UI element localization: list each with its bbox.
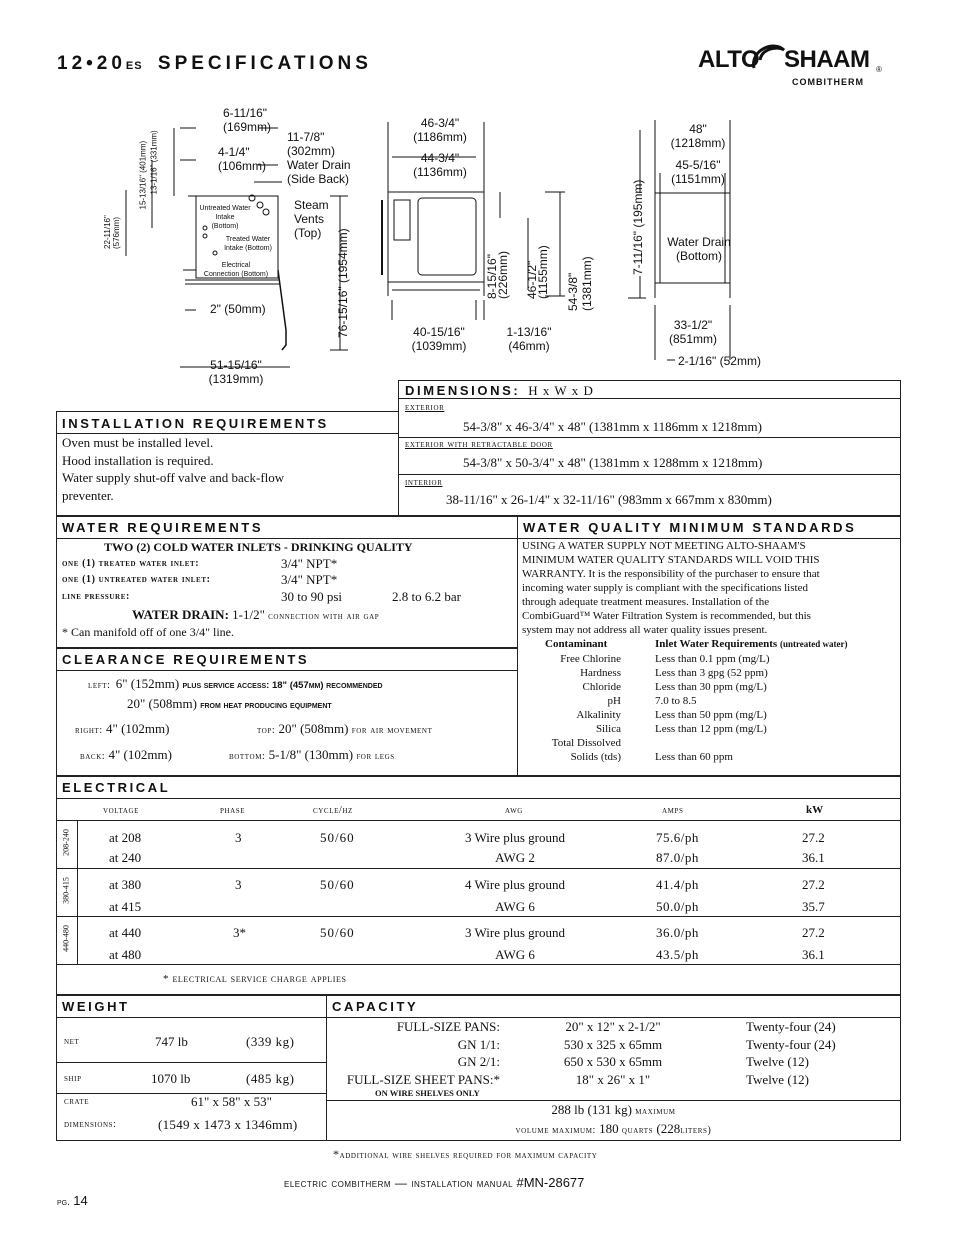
page-number: pg. 14: [57, 1193, 88, 1208]
cell-amps: 75.6/ph: [656, 830, 699, 845]
label-electrical-connection: Electrical Connection (Bottom): [203, 262, 269, 278]
dim-back-w2: 45-5/16" (1151mm): [671, 158, 725, 186]
brand-registered: ®: [876, 65, 882, 74]
dim-side-d2: 4-1/4" (106mm): [218, 145, 267, 173]
col-amps: amps: [662, 805, 684, 816]
net-lb: 747 lb: [155, 1034, 188, 1049]
brand-left: ALTO: [698, 46, 760, 73]
table-row: at 240: [109, 850, 142, 865]
dim-side-v3: 22-11/16" (576mm): [103, 215, 121, 249]
list-item: Total Dissolved: [551, 737, 621, 749]
list-item: Free Chlorine: [560, 653, 621, 665]
list-item: 20" x 12" x 2-1/2": [565, 1019, 661, 1034]
cell-awg: AWG 6: [495, 899, 535, 914]
list-item: 7.0 to 8.5: [655, 695, 697, 707]
list-item: Hardness: [580, 667, 621, 679]
line-pressure-bar: 2.8 to 6.2 bar: [392, 589, 461, 604]
cell-hz: 50/60: [320, 830, 355, 845]
dim-side-depth: 51-15/16" (1319mm): [208, 358, 264, 386]
treated-inlet-label: one (1) treated water inlet:: [62, 558, 200, 569]
capacity-max-weight: 288 lb (131 kg) maximum: [551, 1102, 676, 1117]
cell-phase: 3: [235, 830, 242, 845]
dim-side-d3: 11-7/8" (302mm) Water Drain (Side Back): [287, 130, 351, 186]
cell-amps: 50.0/ph: [656, 899, 699, 914]
list-item: Less than 0.1 ppm (mg/L): [655, 653, 770, 665]
net-kg: (339 kg): [246, 1034, 295, 1049]
cell-awg: 4 Wire plus ground: [465, 877, 565, 892]
cell-amps: 87.0/ph: [656, 850, 699, 865]
dim-back-w1: 48" (1218mm): [670, 122, 726, 150]
label-back-drain: Water Drain (Bottom): [667, 235, 731, 263]
line-pressure-psi: 30 to 90 psi: [281, 589, 343, 604]
list-item: Twelve (12): [746, 1071, 809, 1087]
col-phase: phase: [220, 805, 246, 816]
title-text: SPECIFICATIONS: [157, 53, 372, 74]
installation-text: Oven must be installed level. Hood installation is required. Water supply shut-off valve and back-flow preventer.: [62, 435, 285, 503]
dim-back-h1: 7-11/16" (195mm): [631, 179, 645, 275]
list-item: Less than 60 ppm: [655, 751, 733, 763]
group-tag: 208-240: [61, 829, 71, 856]
dim-retract-label: exterior with retractable door: [405, 439, 553, 450]
list-item: Silica: [595, 723, 621, 735]
electrical-note: * electrical service charge applies: [163, 973, 347, 985]
installation-title: INSTALLATION REQUIREMENTS: [62, 416, 329, 431]
cell-kw: 35.7: [802, 899, 825, 914]
table-row: at 440: [109, 925, 142, 940]
dim-back-b2: 2-1/16" (52mm): [678, 354, 761, 368]
model-suffix: ES: [125, 60, 143, 72]
list-item: 18" x 26" x 1": [575, 1071, 651, 1087]
clearance-left-2: 20" (508mm) from heat producing equipment: [127, 696, 332, 711]
dim-front-h1: 8-15/16" (226mm): [485, 250, 510, 299]
list-item: 650 x 530 x 65mm: [563, 1054, 663, 1069]
capacity-volume: volume maximum: 180 quarts (228liters): [515, 1121, 712, 1136]
ship-kg: (485 kg): [246, 1071, 295, 1086]
brand-right: SHAAM: [784, 46, 870, 73]
dim-interior-value: 38-11/16" x 26-1/4" x 32-11/16" (983mm x 667mm x 830mm): [446, 492, 772, 507]
footer-manual: electric combitherm — installation manual #MN-28677: [284, 1175, 585, 1190]
dim-front-h2: 46-1/2" (1155mm): [525, 245, 550, 299]
crate-in: 61" x 58" x 53": [191, 1094, 272, 1109]
table-row: at 415: [109, 899, 142, 914]
list-item: Less than 50 ppm (mg/L): [655, 709, 767, 721]
cell-amps: 43.5/ph: [656, 947, 699, 962]
untreated-inlet-label: one (1) untreated water inlet:: [62, 574, 211, 585]
list-item: pH: [607, 695, 621, 707]
cell-kw: 36.1: [802, 850, 825, 865]
footer-note: *additional wire shelves required for maximum capacity: [333, 1147, 598, 1161]
dim-front-b2: 1-13/16" (46mm): [506, 325, 552, 353]
treated-inlet-value: 3/4" NPT*: [281, 556, 338, 571]
table-row: at 208: [109, 830, 142, 845]
dim-interior-label: interior: [405, 477, 443, 488]
dim-front-h3: 54-3/8" (1381mm): [566, 256, 594, 311]
list-item: Less than 30 ppm (mg/L): [655, 681, 767, 693]
water-req-title: WATER REQUIREMENTS: [62, 520, 264, 535]
water-quality-title: WATER QUALITY MINIMUM STANDARDS: [523, 520, 857, 535]
col-awg: awg: [505, 805, 523, 816]
line-pressure-label: line pressure:: [62, 591, 130, 602]
crate-mm: (1549 x 1473 x 1346mm): [158, 1117, 298, 1132]
water-drain: WATER DRAIN: 1-1/2" connection with air gap: [132, 607, 380, 622]
list-item: Less than 3 gpg (52 ppm): [655, 667, 768, 679]
weight-title: WEIGHT: [62, 999, 130, 1014]
list-item: FULL-SIZE SHEET PANS:*: [346, 1071, 500, 1087]
ship-lb: 1070 lb: [151, 1071, 191, 1086]
cell-awg: AWG 2: [495, 850, 535, 865]
dim-front-w1: 46-3/4" (1186mm): [413, 116, 467, 144]
dim-back-b1: 33-1/2" (851mm): [668, 318, 717, 346]
quality-values: [655, 652, 770, 764]
water-req-heading: TWO (2) COLD WATER INLETS - DRINKING QUALITY: [104, 540, 413, 554]
col-voltage: voltage: [103, 805, 140, 816]
dim-exterior-value: 54-3/8" x 46-3/4" x 48" (1381mm x 1186mm x 1218mm): [463, 419, 762, 434]
dim-front-w2: 44-3/4" (1136mm): [413, 151, 467, 179]
dim-side-v2: 13-1/16" (331mm): [149, 130, 159, 195]
brand-sub: COMBITHERM: [792, 77, 864, 87]
dimensions-title: DIMENSIONS: H x W x D: [405, 383, 594, 398]
capacity-sizes: [530, 1018, 696, 1088]
cell-awg: 3 Wire plus ground: [465, 925, 565, 940]
capacity-qty: [746, 1018, 836, 1088]
cell-amps: 41.4/ph: [656, 877, 699, 892]
dim-side-height: 76-15/16" (1954mm): [336, 228, 350, 338]
label-treated-intake: Treated Water Intake (Bottom): [224, 236, 272, 252]
list-item: Twenty-four (24): [746, 1036, 836, 1052]
group-tag: 380-415: [61, 877, 71, 904]
dim-front-b1: 40-15/16" (1039mm): [411, 325, 467, 353]
list-item: Alkalinity: [576, 709, 621, 721]
cell-kw: 27.2: [802, 877, 825, 892]
clearance-bottom: bottom: 5-1/8" (130mm) for legs: [229, 747, 395, 762]
cell-phase: 3*: [233, 925, 246, 940]
shelves-note: ON WIRE SHELVES ONLY: [375, 1088, 480, 1098]
electrical-title: ELECTRICAL: [62, 780, 171, 795]
quality-names: [520, 652, 621, 764]
clearance-top: top: 20" (508mm) for air movement: [257, 721, 433, 736]
table-row: at 480: [109, 947, 142, 962]
dim-side-d1: 6-11/16" (169mm): [223, 106, 272, 134]
crate-dims-label: dimensions:: [64, 1119, 117, 1130]
cell-hz: 50/60: [320, 925, 355, 940]
dim-steam-vents: Steam Vents (Top): [294, 198, 329, 240]
list-item: 530 x 325 x 65mm: [563, 1036, 663, 1052]
list-item: GN 1/1:: [457, 1036, 500, 1052]
capacity-title: CAPACITY: [332, 999, 419, 1014]
list-item: Twenty-four (24): [746, 1019, 836, 1034]
clearance-title: CLEARANCE REQUIREMENTS: [62, 652, 310, 667]
list-item: GN 2/1:: [457, 1054, 500, 1069]
cell-awg: 3 Wire plus ground: [465, 830, 565, 845]
clearance-back: back: 4" (102mm): [80, 747, 172, 762]
cell-amps: 36.0/ph: [656, 925, 699, 940]
cell-kw: 27.2: [802, 925, 825, 940]
col-contaminant: Contaminant: [545, 638, 608, 650]
dim-side-50: 2" (50mm): [210, 302, 266, 316]
list-item: Solids (tds): [570, 751, 621, 763]
cell-hz: 50/60: [320, 877, 355, 892]
table-row: at 380: [109, 877, 142, 892]
cell-kw: 27.2: [802, 830, 825, 845]
list-item: FULL-SIZE PANS:: [396, 1019, 500, 1034]
dim-retract-value: 54-3/8" x 50-3/4" x 48" (1381mm x 1288mm x 1218mm): [463, 455, 763, 470]
crate-label: crate: [64, 1096, 90, 1107]
dim-side-v1: 15-13/16" (401mm): [138, 140, 148, 210]
ship-label: ship: [64, 1073, 82, 1084]
cell-awg: AWG 6: [495, 947, 535, 962]
list-item: Chloride: [582, 681, 621, 693]
water-quality-paragraph: USING A WATER SUPPLY NOT MEETING ALTO-SHAAM'S MINIMUM WATER QUALITY STANDARDS WILL VOID THIS WARRANTY. It is the responsibility of the purchaser to ensure that incoming water supply is compliant with the specifications listed through adequate treatment measures. Installation of the CombiGuard™ Water Filtration System is recommended, but this system may not address all water quality issues present.: [522, 540, 820, 636]
model-number: 12•20: [57, 53, 126, 74]
cell-kw: 36.1: [802, 947, 825, 962]
col-kw: kW: [806, 804, 824, 816]
list-item: Twelve (12): [746, 1054, 809, 1069]
list-item: Less than 12 ppm (mg/L): [655, 723, 767, 735]
group-tag: 440-480: [61, 925, 71, 952]
capacity-labels: [300, 1018, 500, 1088]
dim-exterior-label: exterior: [405, 402, 445, 413]
col-inlet: Inlet Water Requirements (untreated water): [655, 638, 848, 650]
water-note: * Can manifold off of one 3/4" line.: [62, 625, 234, 639]
col-cycle: cycle/hz: [313, 805, 353, 816]
label-untreated-intake: Untreated Water Intake (Bottom): [199, 205, 251, 230]
clearance-left: left: 6" (152mm) plus service access: 18" (457mm) recommended: [88, 676, 383, 691]
net-label: net: [64, 1036, 80, 1047]
cell-phase: 3: [235, 877, 242, 892]
untreated-inlet-value: 3/4" NPT*: [281, 572, 338, 587]
clearance-right: right: 4" (102mm): [75, 721, 170, 736]
list-item: [655, 736, 770, 750]
front-view-body: [388, 192, 484, 282]
